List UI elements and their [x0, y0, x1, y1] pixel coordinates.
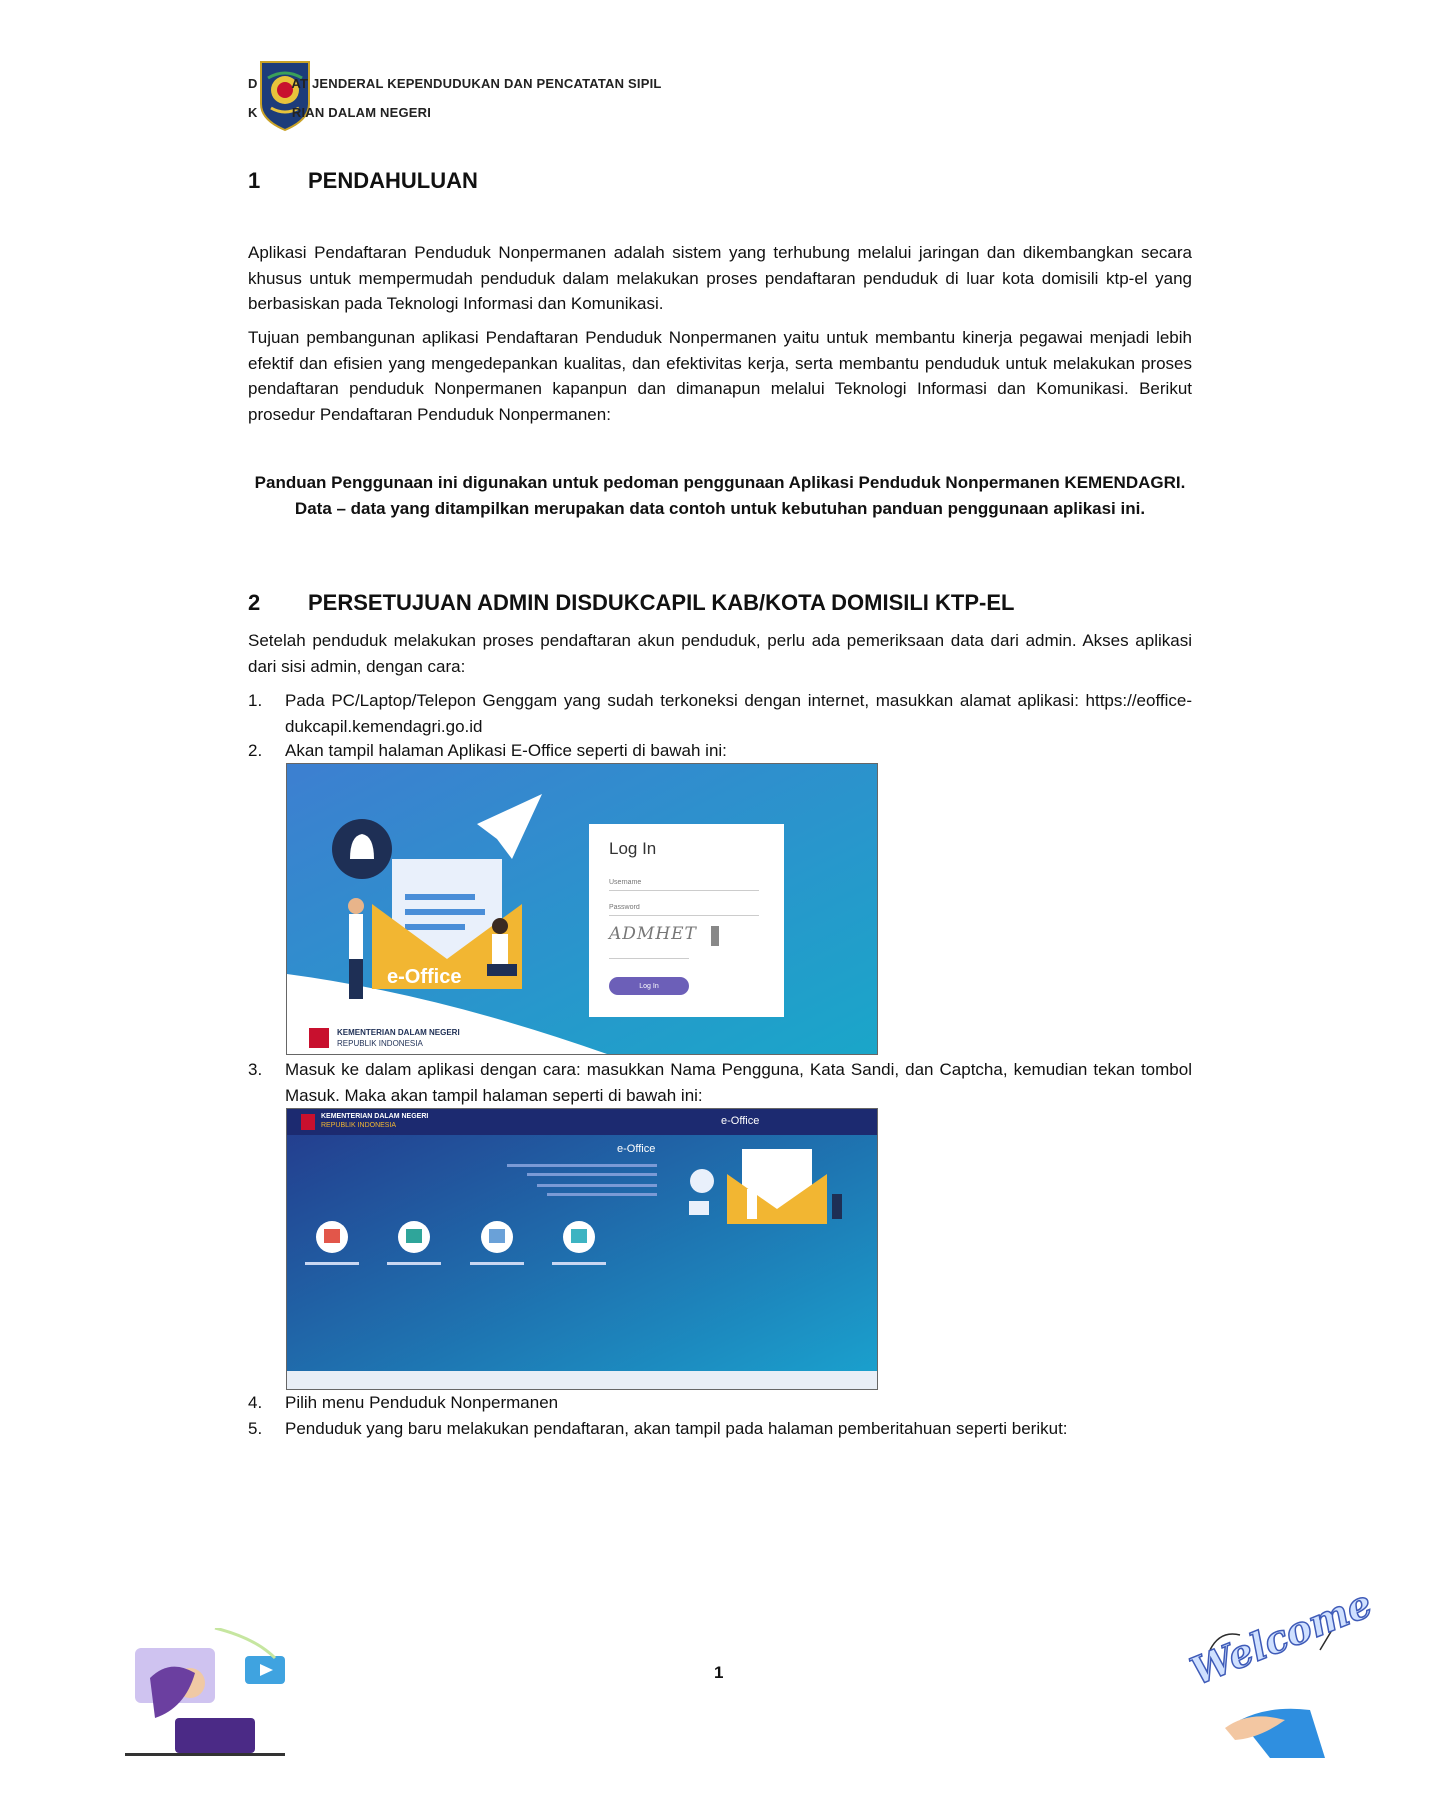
- dash-ministry-label-1: KEMENTERIAN DALAM NEGERI: [321, 1113, 429, 1120]
- guide-note: Panduan Penggunaan ini digunakan untuk pedoman penggunaan Aplikasi Penduduk Nonpermanen KEMENDAGRI. Data – data yang ditampilkan merupakan data contoh untuk kebutuhan panduan penggunaan aplikasi ini.: [254, 473, 1186, 518]
- login-screenshot: [286, 763, 878, 1055]
- step-2: 2. Akan tampil halaman Aplikasi E-Office seperti di bawah ini:: [248, 741, 727, 760]
- header-line-1: D AT JENDERAL KEPENDUDUKAN DAN PENCATATAN SIPIL: [248, 76, 662, 91]
- brand-label: e-Office: [387, 966, 462, 988]
- section-1-title: PENDAHULUAN: [308, 168, 478, 193]
- step-4: 4. Pilih menu Penduduk Nonpermanen: [248, 1393, 559, 1412]
- captcha-image: ADMHET: [609, 924, 697, 944]
- captcha-input[interactable]: [609, 958, 689, 959]
- footer-illustration-left: [115, 1628, 295, 1758]
- step-1: 1. Pada PC/Laptop/Telepon Genggam yang sudah terkoneksi dengan internet, masukkan alamat aplikasi: https://eoffice-dukcapil.kemendagri.go.id: [248, 691, 1192, 736]
- menu-item-1[interactable]: [314, 1217, 350, 1253]
- dash-brand[interactable]: e-Office: [721, 1115, 760, 1127]
- login-title: Log In: [609, 839, 657, 858]
- menu-item-3[interactable]: [479, 1217, 515, 1253]
- menu-item-4[interactable]: [561, 1217, 597, 1253]
- header-logo: [258, 58, 312, 132]
- section-1-number: 1: [248, 168, 261, 193]
- password-input[interactable]: [609, 899, 759, 916]
- refresh-captcha-icon[interactable]: [711, 926, 719, 946]
- menu-item-2[interactable]: [396, 1217, 432, 1253]
- step-3: 3. Masuk ke dalam aplikasi dengan cara: masukkan Nama Pengguna, Kata Sandi, dan Captcha, kemudian tekan tombol Masuk. Maka akan tampil halaman seperti di bawah ini:: [248, 1060, 1192, 1105]
- welcome-lettering: Welcome: [1184, 1580, 1379, 1694]
- header-line-2: K RIAN DALAM NEGERI: [248, 105, 432, 120]
- section-1-para-1: Aplikasi Pendaftaran Penduduk Nonpermanen adalah sistem yang terhubung melalui jaringan dan dikembangkan secara khusus untuk mempermudah penduduk dalam melakukan proses pendaftaran penduduk di luar kota domisili ktp-el yang berbasiskan pada Teknologi Informasi dan Komunikasi.: [248, 243, 1192, 313]
- dash-ministry-logo: [301, 1114, 315, 1130]
- dash-hero-title: e-Office: [617, 1143, 656, 1155]
- username-input[interactable]: [609, 874, 759, 891]
- section-2-heading: [248, 590, 1014, 616]
- page-number: 1: [714, 1663, 724, 1682]
- login-button[interactable]: Log In: [609, 977, 689, 995]
- dash-ministry-label-2: REPUBLIK INDONESIA: [321, 1122, 397, 1129]
- dashboard-screenshot: [286, 1108, 878, 1390]
- section-2-intro: Setelah penduduk melakukan proses pendaftaran akun penduduk, perlu ada pemeriksaan data dari admin. Akses aplikasi dari sisi admin, dengan cara:: [248, 631, 1192, 676]
- step-5: 5. Penduduk yang baru melakukan pendaftaran, akan tampil pada halaman pemberitahuan seperti berikut:: [248, 1419, 1068, 1438]
- ministry-label-2: REPUBLIK INDONESIA: [337, 1039, 423, 1048]
- ministry-label-1: KEMENTERIAN DALAM NEGERI: [337, 1028, 460, 1037]
- section-1-heading: [248, 168, 478, 194]
- section-2-title: PERSETUJUAN ADMIN DISDUKCAPIL KAB/KOTA DOMISILI KTP-EL: [308, 590, 1015, 615]
- section-1-para-2: Tujuan pembangunan aplikasi Pendaftaran Penduduk Nonpermanen yaitu untuk membantu kinerja pegawai menjadi lebih efektif dan efisien yang mengedepankan kualitas, dan efektivitas kerja, serta membantu penduduk untuk melakukan proses pendaftaran penduduk Nonpermanen kapanpun dan dimanapun melalui Teknologi Informasi dan Komunikasi. Berikut prosedur Pendaftaran Penduduk Nonpermanen:: [248, 328, 1192, 424]
- ministry-footer-logo: [309, 1028, 329, 1048]
- section-2-number: 2: [248, 590, 261, 615]
- footer-illustration-right: [1180, 1580, 1379, 1760]
